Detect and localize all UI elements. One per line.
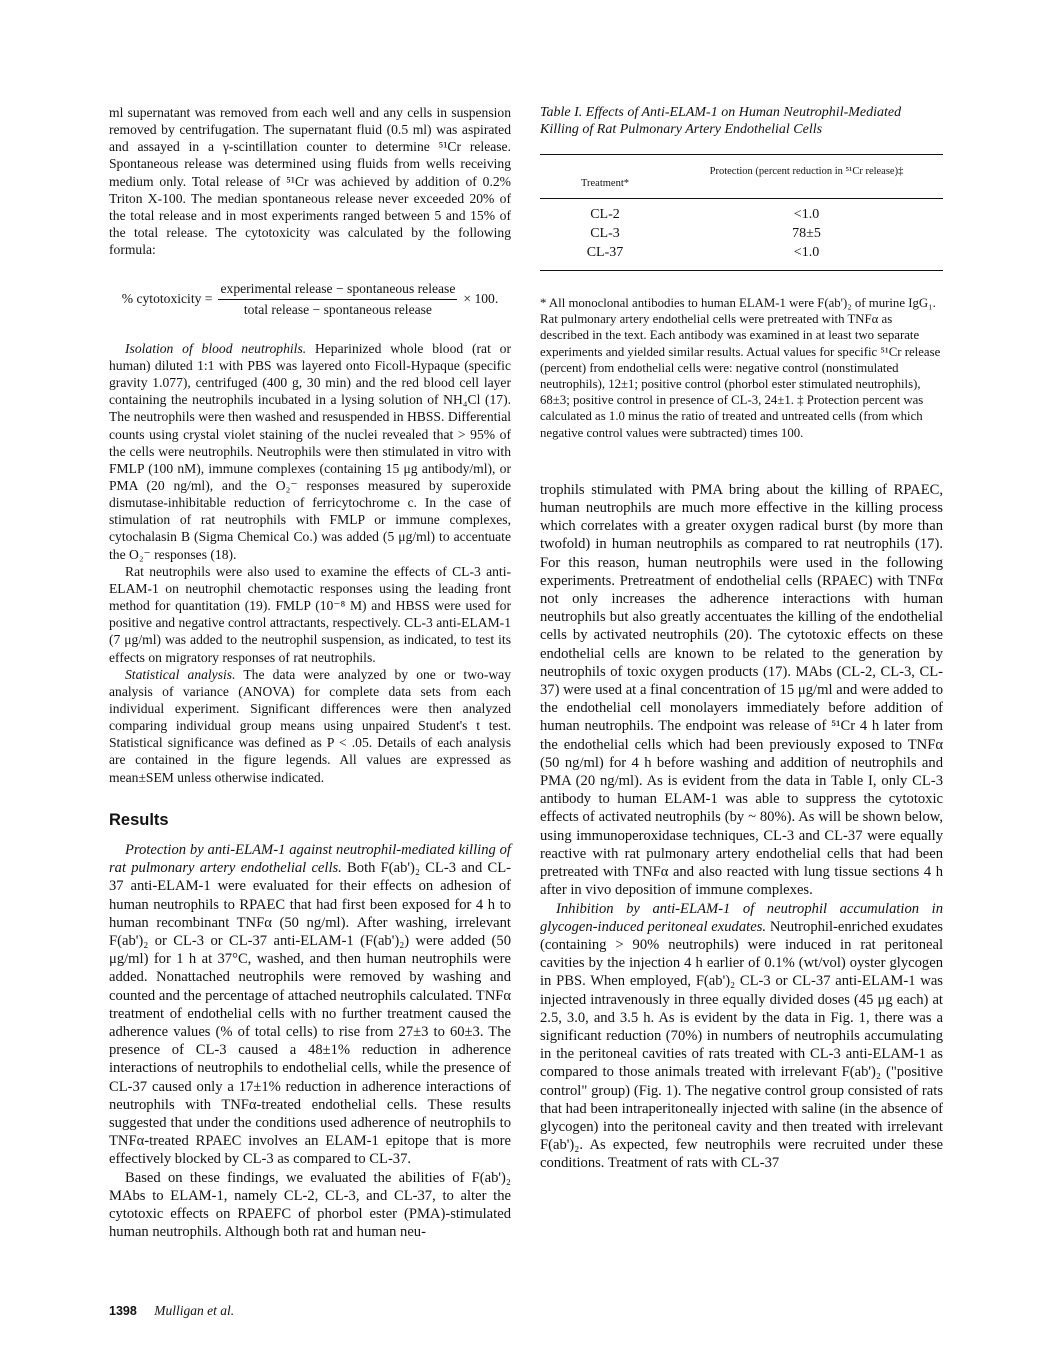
table-caption: Table I. Effects of Anti-ELAM-1 on Human Neutrophil-Mediated Killing of Rat Pulmonary Artery Endothelial Cells	[540, 105, 902, 137]
right-body-text	[540, 481, 943, 1173]
page-number: 1398	[109, 1304, 137, 1318]
formula-numerator: experimental release − spontaneous release	[218, 280, 457, 299]
results-paragraph-cytotoxic: trophils stimulated with PMA bring about the killing of RPAEC, human neutrophils are much more effective in the killing process which correlates with a greater oxygen radical burst (by more than twofold) in human neutrophils as compared to rat neutrophils (17). For this reason, human neutrophils were used in the following experiments. Pretreatment of endothelial cells (RPAEC) with TNFα not only increases the adherence interactions with human neutrophils but also greatly accentuates the killing of the endothelial cells by activated neutrophils (20). The cytotoxic effects on these endothelial cells are known to be related to the generation by neutrophils of toxic oxygen products (17). MAbs (CL-2, CL-3, CL-37) were used at a final concentration of 15 μg/ml and were added to the endothelial cell monolayers immediately before addition of human neutrophils. The endpoint was release of ⁵¹Cr 4 h later from the endothelial cells which had been previously exposed to TNFα (50 ng/ml) for 4 h before washing and addition of neutrophils and PMA (20 ng/ml). As is evident from the data in Table I, only CL-3 antibody to human ELAM-1 was able to suppress the cytotoxic effects of activated neutrophils (by ~ 80%). As will be shown below, using immunoperoxidase techniques, CL-3 and CL-37 were equally reactive with rat pulmonary artery endothelial cells that had been pretreated with TNFα and also reacted with lung tissue sections 4 h after in vivo deposition of immune complexes.	[540, 481, 943, 899]
table-row	[540, 243, 943, 262]
paragraph-text-inhibition: Neutrophil-enriched exudates (containing > 90% neutrophils) were induced in rat peritoneal cavities by the injection 4 h earlier of 0.1% (wt/vol) oyster glycogen in PBS. When employed, F(ab')₂ CL-3 or CL-37 anti-ELAM-1 was injected intravenously in three equally divided doses (45 μg each) at 2.5, 3.0, and 3.5 h. As is evident by the data in Fig. 1, there was a significant reduction (70%) in numbers of neutrophils accumulating in the peritoneal cavities of rats treated with CL-3 anti-ELAM-1 as compared to those animals treated with irrelevant F(ab')₂ ("positive control" group) (Fig. 1). The negative control group consisted of rats that had been intraperitoneally injected with saline (in the absence of glycogen) into the peritoneal cavity and then treated with irrelevant F(ab')₂. As expected, few neutrophils were recruited under these conditions. Treatment of rats with CL-37	[540, 918, 943, 1172]
table-footnote: * All monoclonal antibodies to human ELAM-1 were F(ab')₂ of murine IgG₁. Rat pulmonary artery endothelial cells were pretreated with TNFα as described in the text. Each antibody was examined in at least two separate experiments and yielded similar results. Actual values for specific ⁵¹Cr release (percent) from endothelial cells were: negative control (nonstimulated neutrophils), 12±1; positive control (phorbol ester stimulated neutrophils), 68±3; positive control in presence of CL-3, 24±1. ‡ Protection percent was calculated as 1.0 minus the ratio of treated and untreated cells (from which negative control values were subtracted) times 100.	[540, 296, 941, 440]
results-paragraph-mabs: Based on these findings, we evaluated the abilities of F(ab')₂ MAbs to ELAM-1, namely CL-2, CL-3, and CL-37, to alter the cytotoxic effects on RPAEFC of phorbol ester (PMA)-stimulated human neutrophils. Although both rat and human neu-	[109, 1169, 511, 1241]
table-1	[540, 154, 943, 271]
paragraph-lead-statistics: Statistical analysis.	[125, 666, 236, 682]
methods-paragraph-chemotaxis: Rat neutrophils were also used to examine the effects of CL-3 anti-ELAM-1 on neutrophil chemotactic responses using the leading front method for quantitation (19). FMLP (10⁻⁸ M) and HBSS were used for positive and negative control attractants, respectively. CL-3 anti-ELAM-1 (7 μg/ml) was added to the neutrophil suspension, as indicated, to test its effects on migratory responses of rat neutrophils.	[109, 563, 511, 665]
results-heading: Results	[109, 810, 169, 829]
cell-protection: <1.0	[793, 207, 820, 222]
cell-protection: <1.0	[793, 245, 820, 260]
running-authors: Mulligan et al.	[154, 1303, 235, 1318]
cell-protection: 78±5	[792, 226, 821, 241]
methods-paragraph-statistics	[109, 666, 511, 786]
paragraph-lead-protection: Protection by anti-ELAM-1 against neutrophil-mediated killing of rat pulmonary artery endothelial cells.	[109, 841, 511, 877]
header-treatment: Treatment*	[580, 178, 630, 189]
paragraph-text-protection: Both F(ab')₂ CL-3 and CL-37 anti-ELAM-1 were evaluated for their effects on adhesion of human neutrophils to RPAEC that had first been exposed for 4 h to human recombinant TNFα (50 ng/ml). After washing, irrelevant F(ab')₂ or CL-3 or CL-37 anti-ELAM-1 (F(ab')₂) were added (50 μg/ml) for 1 h at 37°C, washed, and then human neutrophils were added. Nonattached neutrophils were removed by washing and counted and the percentage of attached neutrophils calculated. TNFα treatment of endothelial cells with no further treatment caused the adherence values (% of total cells) to rise from 27±3 to 60±3. The presence of CL-3 caused a 48±1% reduction in adherence interactions of neutrophils to endothelial cells, while the presence of CL-37 caused only a 17±1% reduction in adherence interactions of neutrophils with TNFα-treated endothelial cells. These results suggested that under the conditions used adherence of neutrophils to TNFα-treated RPAEC involves an ELAM-1 epitope that is more effectively blocked by CL-3 as compared to CL-37.	[109, 860, 512, 1168]
cell-treatment: CL-2	[590, 207, 620, 222]
paragraph-text-neutrophils: Heparinized whole blood (rat or human) diluted 1:1 with PBS was layered onto Ficoll-Hypaque (specific gravity 1.077), centrifuged (400 g, 30 min) and the red blood cell layer containing the neutrophils incubated in a lysing solution of NH₄Cl (17). The neutrophils were then washed and resuspended in HBSS. Differential counts using crystal violet staining of the nuclei revealed that > 95% of the cells were neutrophils. Neutrophils were then stimulated in vitro with FMLP (100 nM), immune complexes (containing 15 μg antibody/ml), or PMA (20 ng/ml), and the O₂⁻ responses measured by superoxide dismutase-inhibitable reduction of ferricytochrome c. In the case of stimulation of rat neutrophils with FMLP or immune complexes, cytochalasin B (Sigma Chemical Co.) was added (5 μg/ml) to accentuate the O₂⁻ responses (18).	[109, 340, 511, 562]
table-body	[540, 199, 943, 270]
cell-treatment: CL-3	[590, 226, 620, 241]
formula-lhs: % cytotoxicity =	[121, 291, 213, 307]
left-column	[109, 104, 511, 1241]
methods-paragraph-cytotoxicity: ml supernatant was removed from each well and any cells in suspension removed by centrifugation. The supernatant fluid (0.5 ml) was aspirated and assayed in a γ-scintillation counter to determine ⁵¹Cr release. Spontaneous release was determined using fluids from wells receiving medium only. Total release of ⁵¹Cr was achieved by addition of 0.2% Triton X-100. The median spontaneous release never exceeded 20% of the total release and in most experiments ranged between 5 and 15% of the total release. The cytotoxicity was calculated by the following formula:	[109, 105, 511, 258]
table-row	[540, 224, 943, 243]
results-paragraph-inhibition	[540, 900, 943, 1173]
results-section	[109, 841, 511, 1241]
table-row	[540, 205, 943, 224]
results-paragraph-protection	[109, 841, 511, 1169]
paragraph-text-statistics: The data were analyzed by one or two-way analysis of variance (ANOVA) for complete data sets from each individual experiment. Significant differences were then analyzed comparing individual group means using unpaired Student's t test. Statistical significance was defined as P < .05. Details of each analysis are contained in the figure legends. All values are expressed as mean±SEM unless otherwise indicated.	[109, 666, 511, 785]
paragraph-lead-inhibition: Inhibition by anti-ELAM-1 of neutrophil accumulation in glycogen-induced peritoneal exudates.	[540, 900, 943, 935]
table-header	[540, 155, 943, 199]
formula-fraction	[218, 280, 457, 317]
page-footer	[109, 1303, 234, 1319]
formula-rhs: × 100.	[463, 291, 499, 307]
formula-denominator: total release − spontaneous release	[243, 301, 432, 317]
header-protection: Protection (percent reduction in ⁵¹Cr release)‡	[709, 166, 904, 177]
paragraph-lead-neutrophils: Isolation of blood neutrophils.	[125, 340, 307, 356]
cytotoxicity-formula	[109, 280, 511, 317]
methods-paragraph-neutrophils	[109, 340, 511, 563]
right-column	[540, 104, 943, 1173]
cell-treatment: CL-37	[586, 245, 624, 260]
